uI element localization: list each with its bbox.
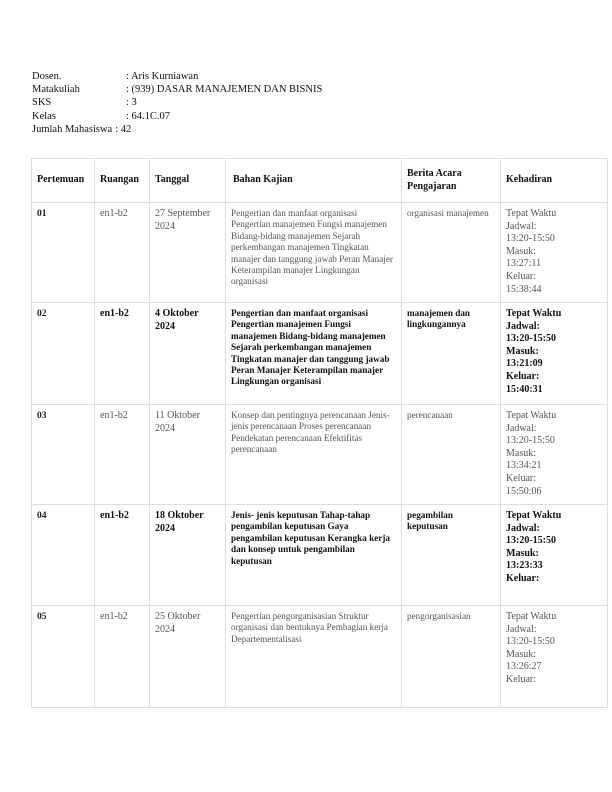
column-header-report: Berita Acara Pengajaran [402,159,501,203]
table-header [32,159,608,203]
material-cell: Jenis- jenis keputusan Tahap-tahap pengambilan keputusan Gaya pengambilan keputusan Kerangka kerja dan konsep untuk pengambilan keputusan [226,505,402,606]
date-cell: 27 September 2024 [150,203,226,303]
attendance-cell [501,505,608,606]
column-header-material: Bahan Kajian [226,159,402,203]
attendance-line: Keluar: [506,270,536,282]
attendance-line: 13:34:21 [506,460,542,472]
info-label: Jumlah Mahasiswa [32,123,113,135]
attendance-line: Jadwal: [506,220,537,232]
attendance-cell [501,606,608,708]
info-label: Dosen. [32,71,62,82]
attendance-line: Masuk: [506,648,536,660]
attendance-line: Tepat Waktu [506,208,557,219]
attendance-line: 13:26:27 [506,661,542,673]
course-info [32,70,322,136]
table-row [32,203,608,303]
column-header-attendance: Kehadiran [501,159,608,203]
attendance-line: 15:50:06 [506,485,542,497]
material-cell: Pengertian pengorganisasian Struktur organisasi dan bentuknya Pembagian kerja Departementalisasi [226,606,402,708]
attendance-line: Keluar: [506,472,536,484]
attendance-line: Masuk: [506,345,539,357]
attendance-line: Keluar: [506,572,540,584]
info-value: : (939) DASAR MANAJEMEN DAN BISNIS [126,84,323,96]
info-row-class [32,110,322,123]
attendance-line: Jadwal: [506,623,537,635]
meeting-number: 03 [32,405,95,505]
info-row-course [32,83,322,96]
attendance-line: Jadwal: [506,522,540,534]
attendance-line: Tepat Waktu [506,510,562,521]
table-row [32,606,608,708]
attendance-line: 13:23:33 [506,560,543,572]
info-value: : 64.1C.07 [126,110,171,122]
attendance-line: Tepat Waktu [506,611,557,622]
info-value: : 3 [126,97,137,109]
attendance-line: 13:20-15:50 [506,233,555,245]
table-body [32,203,608,708]
column-header-room: Ruangan [95,159,150,203]
attendance-line: Masuk: [506,245,536,257]
attendance-line: 13:20-15:50 [506,535,556,547]
attendance-cell [501,303,608,405]
material-cell: Pengertian dan manfaat organisasi Pengertian manajemen Fungsi manajemen Bidang-bidang manajemen Sejarah perkembangan manajemen Tingkatan manajer dan tanggung jawab Peran Manajer Keterampilan manajer Lingkungan organisasi [226,203,402,303]
table-row [32,303,608,405]
material-cell: Konsep dan pentingnya perencanaan Jenis-jenis perencanaan Proses perencanaan Pendekatan perencanaan Efektifitas perencanaan [226,405,402,505]
attendance-line: Tepat Waktu [506,308,562,319]
report-cell: organisasi manajemen [402,203,501,303]
attendance-line: Jadwal: [506,422,537,434]
info-row-lecturer [32,70,322,83]
attendance-line: Jadwal: [506,320,540,332]
attendance-cell [501,203,608,303]
meeting-number: 02 [32,303,95,405]
report-cell: pegambilan keputusan [402,505,501,606]
info-value: : 42 [115,123,132,135]
attendance-line: 13:20-15:50 [506,636,555,648]
column-header-date: Tanggal [150,159,226,203]
info-label: SKS [32,97,52,109]
info-value: : Aris Kurniawan [126,71,199,82]
room-cell: en1-b2 [95,405,150,505]
info-label: Kelas [32,110,56,122]
room-cell: en1-b2 [95,203,150,303]
attendance-line: Keluar: [506,673,536,685]
info-row-students [32,123,322,136]
info-row-credits [32,96,322,109]
meeting-number: 05 [32,606,95,708]
attendance-cell [501,405,608,505]
date-cell: 11 Oktober 2024 [150,405,226,505]
room-cell: en1-b2 [95,505,150,606]
attendance-table [31,158,608,708]
attendance-line: 15:38:44 [506,283,542,295]
attendance-line: 13:20-15:50 [506,333,556,345]
report-cell: pengorganisasian [402,606,501,708]
header-row [32,159,608,203]
table-row [32,405,608,505]
material-cell: Pengertian dan manfaat organisasi Pengertian manajemen Fungsi manajemen Bidang-bidang manajemen Sejarah perkembangan manajemen Tingkatan manajer dan tanggung jawab Peran Manajer Keterampilan manajer Lingkungan organisasi [226,303,402,405]
attendance-line: Masuk: [506,547,539,559]
attendance-line: 15:40:31 [506,383,543,395]
room-cell: en1-b2 [95,606,150,708]
attendance-line: 13:20-15:50 [506,435,555,447]
attendance-line: Masuk: [506,447,536,459]
attendance-line: 13:21:09 [506,358,543,370]
attendance-line: Tepat Waktu [506,410,557,421]
attendance-line: 13:27:11 [506,258,542,270]
info-label: Matakuliah [32,84,80,96]
room-cell: en1-b2 [95,303,150,405]
date-cell: 18 Oktober 2024 [150,505,226,606]
date-cell: 25 Oktober 2024 [150,606,226,708]
table-row [32,505,608,606]
report-cell: manajemen dan lingkungannya [402,303,501,405]
meeting-number: 01 [32,203,95,303]
meeting-number: 04 [32,505,95,606]
column-header-meeting: Pertemuan [32,159,95,203]
attendance-line: Keluar: [506,370,540,382]
date-cell: 4 Oktober 2024 [150,303,226,405]
report-cell: perencanaan [402,405,501,505]
